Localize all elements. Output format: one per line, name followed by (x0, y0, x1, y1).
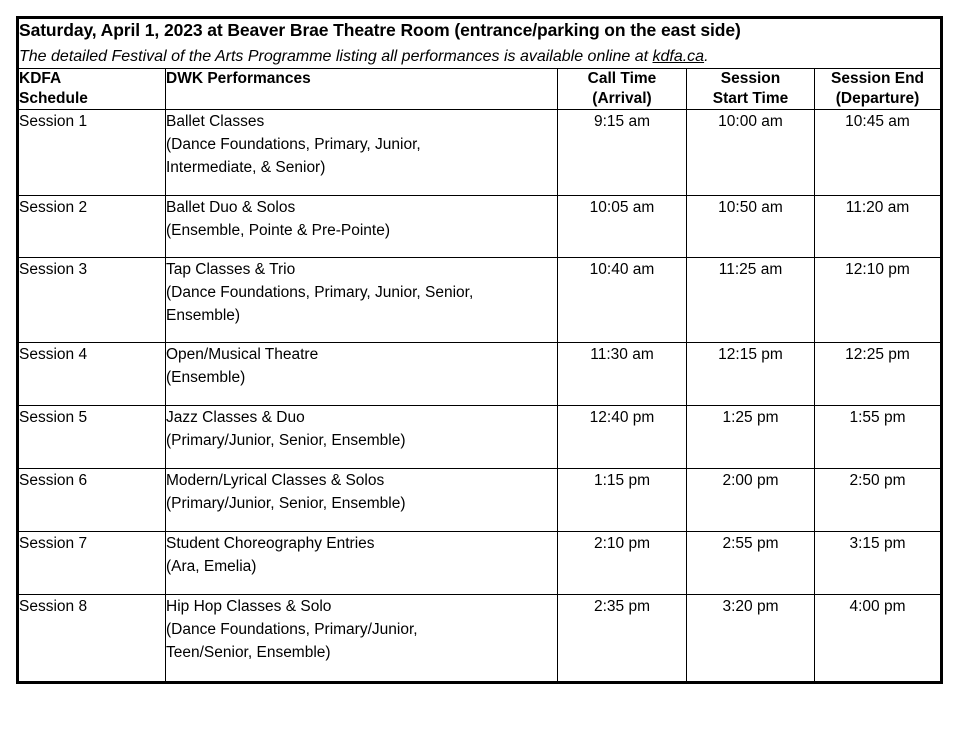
cell-end-time: 12:25 pm (815, 342, 942, 405)
cell-call-time: 2:35 pm (558, 594, 687, 682)
column-header-session-start-time (687, 69, 815, 110)
cell-performance (166, 109, 558, 195)
cell-session-label: Session 3 (18, 257, 166, 342)
cell-start-time: 10:50 am (687, 195, 815, 257)
cell-performance (166, 257, 558, 342)
cell-end-time: 12:10 pm (815, 257, 942, 342)
schedule-banner-cell (18, 18, 942, 69)
cell-start-time: 11:25 am (687, 257, 815, 342)
cell-performance (166, 342, 558, 405)
column-header-line2: (Departure) (835, 89, 920, 107)
column-header-call-time (558, 69, 687, 110)
cell-start-time: 2:55 pm (687, 531, 815, 594)
banner-row (18, 18, 942, 69)
cell-performance (166, 468, 558, 531)
banner-subtitle-text: The detailed Festival of the Arts Programme listing all performances is available online at (19, 47, 653, 65)
performance-line: (Dance Foundations, Primary/Junior, (166, 620, 418, 638)
cell-session-label: Session 1 (18, 109, 166, 195)
cell-call-time: 12:40 pm (558, 405, 687, 468)
cell-end-time: 2:50 pm (815, 468, 942, 531)
column-header-line1: Session End (830, 70, 925, 88)
cell-start-time: 2:00 pm (687, 468, 815, 531)
performance-line: Teen/Senior, Ensemble) (166, 644, 331, 662)
performance-line: (Dance Foundations, Primary, Junior, (166, 135, 421, 153)
performance-line: Open/Musical Theatre (166, 345, 319, 363)
cell-end-time: 11:20 am (815, 195, 942, 257)
cell-call-time: 10:05 am (558, 195, 687, 257)
schedule-container (16, 16, 940, 684)
cell-session-label: Session 4 (18, 342, 166, 405)
table-row (18, 594, 942, 682)
cell-call-time: 9:15 am (558, 109, 687, 195)
cell-call-time: 11:30 am (558, 342, 687, 405)
cell-start-time: 3:20 pm (687, 594, 815, 682)
kdfa-schedule-table (16, 16, 943, 684)
performance-line: (Ensemble, Pointe & Pre-Pointe) (166, 221, 390, 239)
table-row (18, 468, 942, 531)
banner-title: Saturday, April 1, 2023 at Beaver Brae Theatre Room (entrance/parking on the east side) (19, 20, 741, 40)
column-header-line1: DWK Performances (166, 70, 311, 88)
cell-session-label: Session 6 (18, 468, 166, 531)
cell-end-time: 10:45 am (815, 109, 942, 195)
performance-line: Ensemble) (166, 307, 241, 325)
cell-performance (166, 405, 558, 468)
cell-end-time: 1:55 pm (815, 405, 942, 468)
cell-performance (166, 531, 558, 594)
table-row (18, 405, 942, 468)
banner-subtitle (19, 46, 940, 68)
cell-session-label: Session 8 (18, 594, 166, 682)
performance-line: Ballet Duo & Solos (166, 198, 296, 216)
performance-line: (Dance Foundations, Primary, Junior, Senior, (166, 283, 474, 301)
cell-session-label: Session 2 (18, 195, 166, 257)
cell-call-time: 2:10 pm (558, 531, 687, 594)
column-header-line2: Schedule (19, 89, 88, 107)
performance-line: (Primary/Junior, Senior, Ensemble) (166, 494, 406, 512)
table-row (18, 342, 942, 405)
performance-line: Modern/Lyrical Classes & Solos (166, 471, 385, 489)
cell-performance (166, 594, 558, 682)
table-row (18, 257, 942, 342)
cell-performance (166, 195, 558, 257)
cell-start-time: 12:15 pm (687, 342, 815, 405)
column-header-line2: (Arrival) (592, 89, 652, 107)
cell-end-time: 4:00 pm (815, 594, 942, 682)
column-header-dwk-performances (166, 69, 558, 110)
banner-subtitle-suffix: . (704, 47, 709, 65)
table-row (18, 109, 942, 195)
kdfa-ca-link[interactable]: kdfa.ca (652, 47, 705, 65)
cell-call-time: 10:40 am (558, 257, 687, 342)
column-header-session-end (815, 69, 942, 110)
column-header-line1: KDFA (19, 70, 62, 88)
performance-line: Jazz Classes & Duo (166, 408, 305, 426)
column-header-row (18, 69, 942, 110)
cell-start-time: 1:25 pm (687, 405, 815, 468)
performance-line: Intermediate, & Senior) (166, 159, 326, 177)
column-header-line1: Call Time (587, 70, 657, 88)
cell-session-label: Session 7 (18, 531, 166, 594)
column-header-line1: Session (720, 70, 781, 88)
cell-call-time: 1:15 pm (558, 468, 687, 531)
performance-line: (Ensemble) (166, 368, 246, 386)
table-row (18, 531, 942, 594)
performance-line: Student Choreography Entries (166, 534, 375, 552)
performance-line: Tap Classes & Trio (166, 260, 296, 278)
performance-line: (Primary/Junior, Senior, Ensemble) (166, 431, 406, 449)
performance-line: Hip Hop Classes & Solo (166, 597, 332, 615)
table-row (18, 195, 942, 257)
column-header-line2: Start Time (712, 89, 789, 107)
performance-line: Ballet Classes (166, 112, 265, 130)
column-header-kdfa-schedule (18, 69, 166, 110)
performance-line: (Ara, Emelia) (166, 557, 257, 575)
cell-session-label: Session 5 (18, 405, 166, 468)
cell-start-time: 10:00 am (687, 109, 815, 195)
cell-end-time: 3:15 pm (815, 531, 942, 594)
